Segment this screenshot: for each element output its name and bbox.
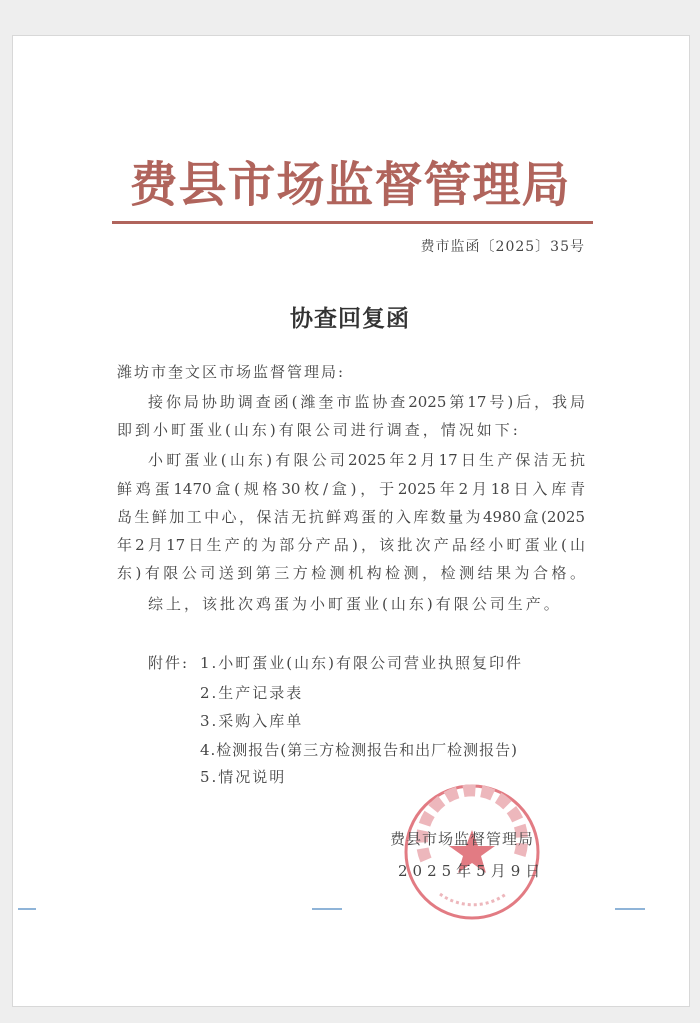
document-number: 费市监函〔2025〕35号	[420, 239, 585, 255]
scan-mark	[615, 908, 645, 910]
body-line: 东)有限公司送到第三方检测机构检测，检测结果为合格。	[117, 564, 585, 582]
body-line: 综上，该批次鸡蛋为小町蛋业(山东)有限公司生产。	[148, 595, 562, 613]
attachments-label: 附件:	[148, 654, 190, 672]
header-divider	[112, 221, 593, 224]
body-line: 岛生鲜加工中心，保洁无抗鲜鸡蛋的入库数量为4980盒(2025	[117, 508, 585, 526]
official-seal-icon	[402, 782, 542, 922]
body-line: 小町蛋业(山东)有限公司2025年2月17日生产保洁无抗	[148, 451, 585, 469]
body-line: 鲜鸡蛋1470盒(规格30枚/盒)，于2025年2月18日入库青	[117, 480, 585, 498]
signature-date: 2025年5月9日	[398, 862, 546, 880]
body-line: 年2月17日生产的为部分产品)，该批次产品经小町蛋业(山	[117, 536, 585, 554]
recipient: 潍坊市奎文区市场监督管理局:	[117, 363, 346, 381]
attachment-item: 1.小町蛋业(山东)有限公司营业执照复印件	[200, 654, 524, 672]
attachment-item: 3.采购入库单	[200, 712, 304, 730]
signature-organization: 费县市场监督管理局	[390, 830, 535, 848]
attachment-item: 2.生产记录表	[200, 684, 304, 702]
attachment-item: 4.检测报告(第三方检测报告和出厂检测报告)	[200, 741, 519, 759]
scan-mark	[18, 908, 36, 910]
body-line: 即到小町蛋业(山东)有限公司进行调查，情况如下:	[117, 421, 521, 439]
body-line: 接你局协助调查函(潍奎市监协查2025第17号)后，我局	[148, 393, 585, 411]
attachment-item: 5.情况说明	[200, 768, 287, 786]
issuing-organization-header: 费县市场监督管理局	[129, 157, 571, 213]
scan-mark	[312, 908, 342, 910]
document-title: 协查回复函	[290, 306, 410, 332]
